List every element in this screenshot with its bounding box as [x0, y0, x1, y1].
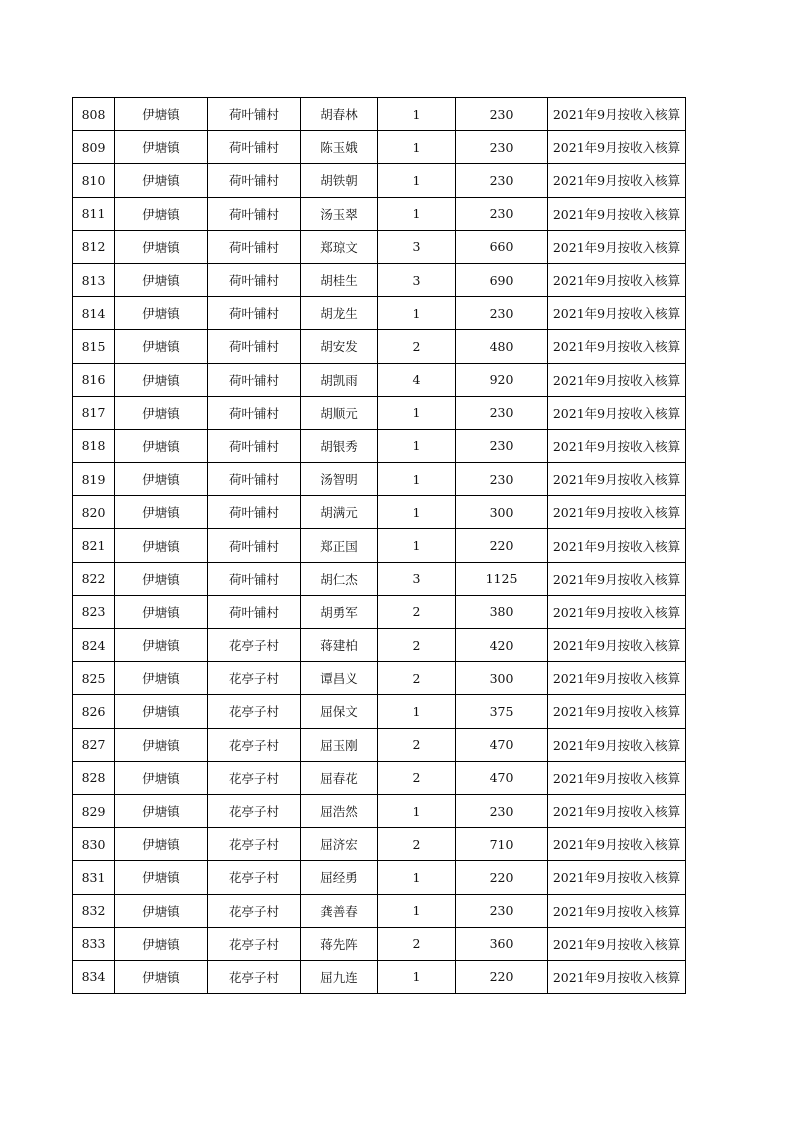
cell-village: 花亭子村 [208, 662, 301, 695]
cell-village: 荷叶铺村 [208, 230, 301, 263]
cell-village: 荷叶铺村 [208, 330, 301, 363]
cell-name: 屈九连 [301, 960, 378, 993]
cell-town: 伊塘镇 [115, 330, 208, 363]
cell-town: 伊塘镇 [115, 960, 208, 993]
cell-household-size: 2 [378, 330, 456, 363]
cell-village: 荷叶铺村 [208, 131, 301, 164]
table-row [73, 894, 686, 927]
cell-household-size: 1 [378, 396, 456, 429]
table-row [73, 728, 686, 761]
cell-amount: 380 [456, 595, 548, 628]
cell-amount: 375 [456, 695, 548, 728]
cell-village: 花亭子村 [208, 794, 301, 827]
cell-village: 荷叶铺村 [208, 396, 301, 429]
cell-name: 胡安发 [301, 330, 378, 363]
cell-town: 伊塘镇 [115, 927, 208, 960]
cell-village: 花亭子村 [208, 695, 301, 728]
cell-remark: 2021年9月按收入核算 [548, 131, 686, 164]
table-row [73, 960, 686, 993]
cell-household-size: 1 [378, 529, 456, 562]
cell-number: 822 [73, 562, 115, 595]
table-row [73, 197, 686, 230]
cell-village: 荷叶铺村 [208, 197, 301, 230]
cell-town: 伊塘镇 [115, 230, 208, 263]
cell-town: 伊塘镇 [115, 761, 208, 794]
cell-amount: 360 [456, 927, 548, 960]
cell-town: 伊塘镇 [115, 662, 208, 695]
cell-number: 815 [73, 330, 115, 363]
cell-village: 花亭子村 [208, 960, 301, 993]
cell-remark: 2021年9月按收入核算 [548, 794, 686, 827]
cell-village: 荷叶铺村 [208, 98, 301, 131]
table-row [73, 529, 686, 562]
cell-remark: 2021年9月按收入核算 [548, 562, 686, 595]
cell-village: 荷叶铺村 [208, 363, 301, 396]
table-row [73, 131, 686, 164]
cell-remark: 2021年9月按收入核算 [548, 595, 686, 628]
cell-household-size: 1 [378, 894, 456, 927]
table-row [73, 629, 686, 662]
cell-amount: 230 [456, 894, 548, 927]
cell-household-size: 2 [378, 629, 456, 662]
cell-town: 伊塘镇 [115, 197, 208, 230]
cell-remark: 2021年9月按收入核算 [548, 330, 686, 363]
cell-town: 伊塘镇 [115, 98, 208, 131]
cell-remark: 2021年9月按收入核算 [548, 828, 686, 861]
cell-number: 808 [73, 98, 115, 131]
cell-household-size: 1 [378, 463, 456, 496]
cell-household-size: 1 [378, 794, 456, 827]
cell-town: 伊塘镇 [115, 595, 208, 628]
cell-household-size: 1 [378, 429, 456, 462]
cell-number: 821 [73, 529, 115, 562]
cell-remark: 2021年9月按收入核算 [548, 960, 686, 993]
cell-name: 胡仁杰 [301, 562, 378, 595]
cell-name: 胡顺元 [301, 396, 378, 429]
cell-village: 荷叶铺村 [208, 529, 301, 562]
cell-name: 胡满元 [301, 496, 378, 529]
cell-town: 伊塘镇 [115, 263, 208, 296]
cell-town: 伊塘镇 [115, 562, 208, 595]
cell-amount: 230 [456, 98, 548, 131]
cell-town: 伊塘镇 [115, 131, 208, 164]
cell-number: 825 [73, 662, 115, 695]
cell-amount: 470 [456, 728, 548, 761]
table-row [73, 496, 686, 529]
cell-remark: 2021年9月按收入核算 [548, 695, 686, 728]
cell-town: 伊塘镇 [115, 429, 208, 462]
cell-name: 胡勇军 [301, 595, 378, 628]
data-sheet [72, 97, 686, 994]
cell-number: 812 [73, 230, 115, 263]
records-table [72, 97, 686, 994]
cell-name: 屈浩然 [301, 794, 378, 827]
cell-amount: 300 [456, 496, 548, 529]
table-row [73, 330, 686, 363]
table-row [73, 828, 686, 861]
cell-household-size: 1 [378, 164, 456, 197]
cell-town: 伊塘镇 [115, 894, 208, 927]
cell-number: 810 [73, 164, 115, 197]
cell-town: 伊塘镇 [115, 463, 208, 496]
cell-village: 荷叶铺村 [208, 562, 301, 595]
cell-remark: 2021年9月按收入核算 [548, 396, 686, 429]
cell-amount: 480 [456, 330, 548, 363]
table-row [73, 595, 686, 628]
cell-village: 花亭子村 [208, 828, 301, 861]
cell-town: 伊塘镇 [115, 794, 208, 827]
cell-number: 830 [73, 828, 115, 861]
cell-name: 屈春花 [301, 761, 378, 794]
cell-amount: 230 [456, 164, 548, 197]
cell-name: 郑琼文 [301, 230, 378, 263]
table-row [73, 363, 686, 396]
cell-amount: 660 [456, 230, 548, 263]
cell-number: 816 [73, 363, 115, 396]
table-row [73, 263, 686, 296]
cell-name: 汤智明 [301, 463, 378, 496]
cell-amount: 420 [456, 629, 548, 662]
table-row [73, 164, 686, 197]
cell-name: 胡桂生 [301, 263, 378, 296]
cell-remark: 2021年9月按收入核算 [548, 429, 686, 462]
cell-amount: 220 [456, 529, 548, 562]
cell-amount: 300 [456, 662, 548, 695]
cell-amount: 230 [456, 396, 548, 429]
cell-name: 屈保文 [301, 695, 378, 728]
cell-number: 833 [73, 927, 115, 960]
cell-number: 817 [73, 396, 115, 429]
cell-household-size: 2 [378, 595, 456, 628]
cell-amount: 710 [456, 828, 548, 861]
cell-village: 荷叶铺村 [208, 164, 301, 197]
cell-amount: 230 [456, 297, 548, 330]
table-row [73, 396, 686, 429]
cell-household-size: 1 [378, 297, 456, 330]
cell-number: 829 [73, 794, 115, 827]
cell-town: 伊塘镇 [115, 496, 208, 529]
cell-town: 伊塘镇 [115, 728, 208, 761]
cell-number: 834 [73, 960, 115, 993]
cell-name: 屈玉刚 [301, 728, 378, 761]
cell-town: 伊塘镇 [115, 396, 208, 429]
cell-name: 胡龙生 [301, 297, 378, 330]
table-row [73, 230, 686, 263]
cell-name: 谭昌义 [301, 662, 378, 695]
cell-number: 818 [73, 429, 115, 462]
cell-name: 蒋建柏 [301, 629, 378, 662]
cell-town: 伊塘镇 [115, 529, 208, 562]
cell-remark: 2021年9月按收入核算 [548, 496, 686, 529]
cell-household-size: 2 [378, 761, 456, 794]
cell-remark: 2021年9月按收入核算 [548, 861, 686, 894]
cell-household-size: 1 [378, 98, 456, 131]
cell-number: 828 [73, 761, 115, 794]
table-row [73, 463, 686, 496]
cell-village: 荷叶铺村 [208, 297, 301, 330]
cell-town: 伊塘镇 [115, 828, 208, 861]
cell-village: 花亭子村 [208, 629, 301, 662]
cell-household-size: 3 [378, 230, 456, 263]
cell-household-size: 3 [378, 263, 456, 296]
cell-amount: 220 [456, 960, 548, 993]
cell-town: 伊塘镇 [115, 363, 208, 396]
table-row [73, 297, 686, 330]
cell-amount: 230 [456, 463, 548, 496]
cell-name: 蒋先阵 [301, 927, 378, 960]
cell-town: 伊塘镇 [115, 297, 208, 330]
table-row [73, 695, 686, 728]
cell-town: 伊塘镇 [115, 164, 208, 197]
cell-town: 伊塘镇 [115, 695, 208, 728]
table-row [73, 761, 686, 794]
cell-remark: 2021年9月按收入核算 [548, 761, 686, 794]
cell-number: 813 [73, 263, 115, 296]
cell-amount: 470 [456, 761, 548, 794]
cell-household-size: 1 [378, 496, 456, 529]
cell-town: 伊塘镇 [115, 629, 208, 662]
cell-remark: 2021年9月按收入核算 [548, 629, 686, 662]
cell-name: 龚善春 [301, 894, 378, 927]
cell-household-size: 2 [378, 728, 456, 761]
cell-number: 826 [73, 695, 115, 728]
cell-household-size: 3 [378, 562, 456, 595]
cell-name: 郑正国 [301, 529, 378, 562]
cell-number: 819 [73, 463, 115, 496]
cell-number: 823 [73, 595, 115, 628]
cell-amount: 920 [456, 363, 548, 396]
cell-name: 胡凯雨 [301, 363, 378, 396]
cell-remark: 2021年9月按收入核算 [548, 164, 686, 197]
cell-household-size: 2 [378, 927, 456, 960]
cell-remark: 2021年9月按收入核算 [548, 263, 686, 296]
cell-village: 荷叶铺村 [208, 595, 301, 628]
records-table-body [73, 98, 686, 994]
cell-number: 820 [73, 496, 115, 529]
table-row [73, 562, 686, 595]
cell-household-size: 1 [378, 131, 456, 164]
table-row [73, 927, 686, 960]
table-row [73, 429, 686, 462]
cell-number: 831 [73, 861, 115, 894]
table-row [73, 861, 686, 894]
cell-household-size: 4 [378, 363, 456, 396]
table-row [73, 794, 686, 827]
table-row [73, 98, 686, 131]
cell-number: 832 [73, 894, 115, 927]
cell-amount: 220 [456, 861, 548, 894]
cell-village: 荷叶铺村 [208, 496, 301, 529]
cell-village: 花亭子村 [208, 894, 301, 927]
cell-amount: 690 [456, 263, 548, 296]
cell-amount: 230 [456, 197, 548, 230]
cell-village: 荷叶铺村 [208, 429, 301, 462]
cell-name: 胡银秀 [301, 429, 378, 462]
cell-household-size: 2 [378, 662, 456, 695]
cell-household-size: 1 [378, 197, 456, 230]
cell-remark: 2021年9月按收入核算 [548, 463, 686, 496]
cell-number: 824 [73, 629, 115, 662]
cell-amount: 1125 [456, 562, 548, 595]
cell-remark: 2021年9月按收入核算 [548, 197, 686, 230]
cell-amount: 230 [456, 131, 548, 164]
cell-village: 荷叶铺村 [208, 463, 301, 496]
cell-town: 伊塘镇 [115, 861, 208, 894]
cell-number: 809 [73, 131, 115, 164]
cell-number: 811 [73, 197, 115, 230]
cell-remark: 2021年9月按收入核算 [548, 927, 686, 960]
cell-amount: 230 [456, 794, 548, 827]
cell-remark: 2021年9月按收入核算 [548, 98, 686, 131]
cell-number: 814 [73, 297, 115, 330]
cell-remark: 2021年9月按收入核算 [548, 529, 686, 562]
cell-household-size: 2 [378, 828, 456, 861]
cell-village: 荷叶铺村 [208, 263, 301, 296]
cell-number: 827 [73, 728, 115, 761]
cell-village: 花亭子村 [208, 861, 301, 894]
cell-household-size: 1 [378, 861, 456, 894]
cell-household-size: 1 [378, 695, 456, 728]
cell-remark: 2021年9月按收入核算 [548, 728, 686, 761]
cell-name: 汤玉翠 [301, 197, 378, 230]
cell-name: 陈玉娥 [301, 131, 378, 164]
cell-remark: 2021年9月按收入核算 [548, 363, 686, 396]
cell-village: 花亭子村 [208, 728, 301, 761]
cell-name: 胡春林 [301, 98, 378, 131]
cell-remark: 2021年9月按收入核算 [548, 662, 686, 695]
cell-amount: 230 [456, 429, 548, 462]
cell-remark: 2021年9月按收入核算 [548, 297, 686, 330]
cell-village: 花亭子村 [208, 927, 301, 960]
cell-village: 花亭子村 [208, 761, 301, 794]
cell-remark: 2021年9月按收入核算 [548, 230, 686, 263]
cell-remark: 2021年9月按收入核算 [548, 894, 686, 927]
cell-name: 胡铁朝 [301, 164, 378, 197]
cell-name: 屈经勇 [301, 861, 378, 894]
cell-name: 屈济宏 [301, 828, 378, 861]
cell-household-size: 1 [378, 960, 456, 993]
table-row [73, 662, 686, 695]
